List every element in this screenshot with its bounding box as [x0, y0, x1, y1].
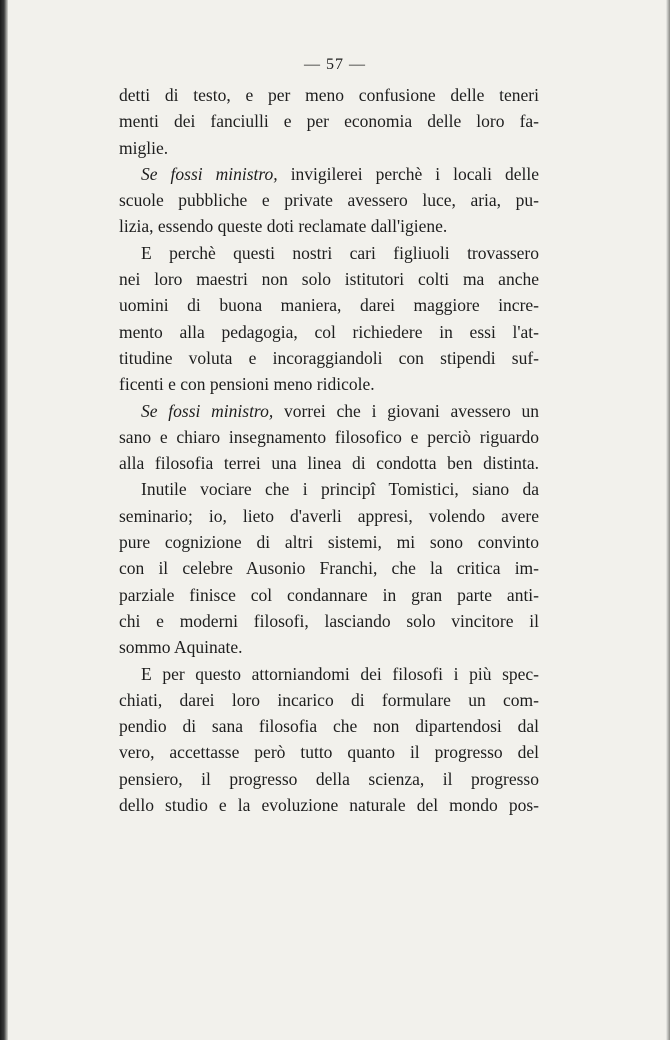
- text-line: [119, 398, 539, 424]
- text-line: [119, 292, 539, 318]
- text-line: [119, 476, 539, 502]
- emphasized-phrase: Se fossi ministro,: [141, 163, 278, 184]
- line-text: vero, accettasse però tutto quanto il progresso del: [119, 742, 539, 763]
- line-text: mento alla pedagogia, col richiedere in essi l'at-: [119, 321, 539, 342]
- text-line: [119, 108, 539, 134]
- text-line: [119, 371, 539, 397]
- line-text: pure cognizione di altri sistemi, mi sono convinto: [119, 532, 539, 553]
- text-line: [119, 555, 539, 581]
- text-line: [119, 161, 539, 187]
- line-text: con il celebre Ausonio Franchi, che la critica im-: [119, 558, 539, 579]
- text-line: [119, 608, 539, 634]
- line-text: lizia, essendo queste doti reclamate dall'igiene.: [119, 216, 448, 237]
- text-line: [119, 503, 539, 529]
- text-line: [119, 687, 539, 713]
- text-line: [119, 345, 539, 371]
- line-text: Inutile vociare che i principî Tomistici, siano da: [141, 479, 539, 500]
- line-text: invigilerei perchè i locali delle: [277, 163, 539, 184]
- line-text: pendio di sana filosofia che non dipartendosi dal: [119, 716, 539, 737]
- text-line: [119, 135, 539, 161]
- text-line: [119, 634, 539, 660]
- text-line: [119, 739, 539, 765]
- line-text: titudine voluta e incoraggiandoli con stipendi suf-: [119, 347, 539, 368]
- text-line: [119, 792, 539, 818]
- line-text: E perchè questi nostri cari figliuoli trovassero: [141, 242, 539, 263]
- text-line: [119, 266, 539, 292]
- line-text: chi e moderni filosofi, lasciando solo vincitore il: [119, 610, 539, 631]
- text-line: [119, 582, 539, 608]
- line-text: detti di testo, e per meno confusione delle teneri: [119, 85, 539, 105]
- text-line: [119, 529, 539, 555]
- line-text: uomini di buona maniera, darei maggiore incre-: [119, 295, 539, 316]
- line-text: menti dei fanciulli e per economia delle loro fa-: [119, 111, 539, 132]
- text-line: [119, 424, 539, 450]
- line-text: sommo Aquinate.: [119, 637, 243, 658]
- page-binding-edge: [0, 0, 8, 1040]
- line-text: seminario; io, lieto d'averli appresi, volendo avere: [119, 505, 539, 526]
- body-text: [119, 82, 539, 818]
- line-text: vorrei che i giovani avessero un: [273, 400, 539, 421]
- line-text: sano e chiaro insegnamento filosofico e perciò riguardo: [119, 426, 539, 447]
- page-right-edge: [666, 0, 670, 1040]
- text-line: [119, 240, 539, 266]
- text-line: [119, 450, 539, 476]
- text-line: [119, 319, 539, 345]
- line-text: scuole pubbliche e private avessero luce, aria, pu-: [119, 190, 539, 211]
- text-line: [119, 713, 539, 739]
- line-text: pensiero, il progresso della scienza, il progresso: [119, 768, 539, 789]
- line-text: chiati, darei loro incarico di formulare un com-: [119, 689, 539, 710]
- line-text: parziale finisce col condannare in gran parte anti-: [119, 584, 539, 605]
- line-text: miglie.: [119, 137, 169, 158]
- line-text: E per questo attorniandomi dei filosofi i più spec-: [141, 663, 539, 684]
- text-line: [119, 766, 539, 792]
- line-text: nei loro maestri non solo istitutori colti ma anche: [119, 269, 539, 290]
- text-line: [119, 661, 539, 687]
- text-line: [119, 82, 539, 108]
- text-line: [119, 213, 539, 239]
- page-number: — 57 —: [304, 56, 366, 73]
- text-line: [119, 187, 539, 213]
- emphasized-phrase: Se fossi ministro,: [141, 400, 274, 421]
- line-text: dello studio e la evoluzione naturale del mondo pos-: [119, 795, 539, 816]
- line-text: ficenti e con pensioni meno ridicole.: [119, 374, 375, 395]
- line-text: alla filosofia terrei una linea di condotta ben distinta.: [119, 453, 539, 474]
